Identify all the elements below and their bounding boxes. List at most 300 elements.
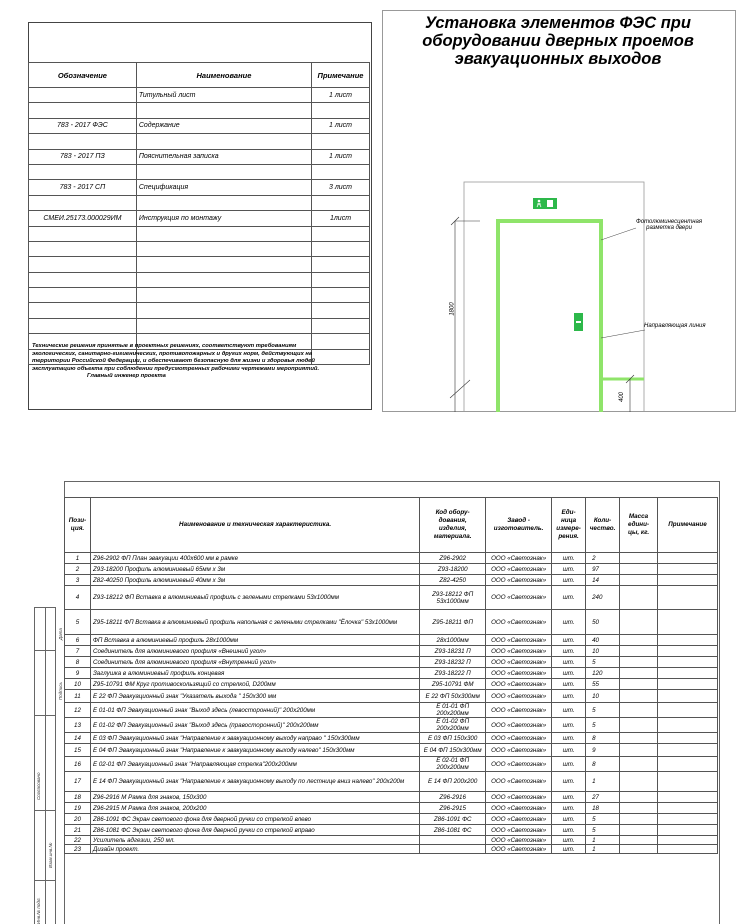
spec-unit-cell: шт.: [552, 610, 586, 635]
spec-name-cell: Е 22 ФП Эвакуационный знак "Указатель выхода " 150х300 мм: [90, 690, 419, 703]
spec-header-cell: Еди- ница измере- рения.: [552, 498, 586, 553]
doc-name-cell: Инструкция по монтажу: [136, 211, 311, 226]
note-line: территории Российской Федерации, и обеспечивают безопасную для жизни и здоровья людей: [32, 358, 315, 365]
spec-mass-cell: [620, 553, 658, 564]
spec-code-cell: 28х1000мм: [420, 635, 486, 646]
spec-code-cell: Z93-18200: [420, 564, 486, 575]
doc-designation-cell: [29, 288, 137, 303]
spec-mass-cell: [620, 836, 658, 845]
spec-unit-cell: шт.: [552, 668, 586, 679]
spec-maker-cell: ООО «Светознак»: [486, 744, 552, 757]
spec-mass-cell: [620, 610, 658, 635]
spec-maker-cell: ООО «Светознак»: [486, 845, 552, 854]
spec-row: [65, 733, 718, 744]
spec-note-cell: [658, 757, 718, 772]
doc-name-cell: Содержание: [136, 118, 311, 133]
spec-mass-cell: [620, 575, 658, 586]
spec-code-cell: Z93-18232 П: [420, 657, 486, 668]
spec-name-cell: Z86-1091 ФС Экран светового фона для дверной ручки со стрелкой влево: [90, 814, 419, 825]
spec-position-cell: 17: [65, 772, 91, 792]
spec-code-cell: Z93-18231 П: [420, 646, 486, 657]
spec-maker-cell: ООО «Светознак»: [486, 575, 552, 586]
spec-name-cell: Соединитель для алюминиевого профиля «Внешний угол»: [90, 646, 419, 657]
doc-list-row: [29, 211, 370, 226]
spec-mass-cell: [620, 635, 658, 646]
doc-designation-cell: [29, 195, 137, 210]
side-label-replaced-inv: Взам.инв.№: [48, 842, 53, 868]
spec-unit-cell: шт.: [552, 703, 586, 718]
spec-position-cell: 20: [65, 814, 91, 825]
spec-code-cell: Z86-1081 ФС: [420, 825, 486, 836]
spec-qty-cell: 18: [586, 803, 620, 814]
doc-note-cell: 1 лист: [312, 149, 370, 164]
exit-sign-person-icon: [538, 200, 541, 203]
doc-list-row: [29, 257, 370, 272]
doc-note-cell: [312, 318, 370, 333]
doc-name-cell: [136, 164, 311, 179]
doc-note-cell: [312, 164, 370, 179]
spec-position-cell: 1: [65, 553, 91, 564]
spec-position-cell: 2: [65, 564, 91, 575]
spec-position-cell: 10: [65, 679, 91, 690]
spec-name-cell: Е 02-01 ФП Эвакуационный знак "Направляющая стрелка"200х200мм: [90, 757, 419, 772]
doc-designation-cell: [29, 257, 137, 272]
spec-note-cell: [658, 836, 718, 845]
spec-unit-cell: шт.: [552, 845, 586, 854]
spec-code-cell: Z96-2902: [420, 553, 486, 564]
spec-mass-cell: [620, 757, 658, 772]
doc-designation-cell: [29, 134, 137, 149]
side-label-agreed: Согласовано: [36, 772, 41, 800]
doc-list-row: [29, 134, 370, 149]
spec-maker-cell: ООО «Светознак»: [486, 610, 552, 635]
doc-name-cell: Титульный лист: [136, 88, 311, 103]
spec-name-cell: Z95-10791 ФМ Круг противоскользящий со стрелкой, D200мм: [90, 679, 419, 690]
spec-maker-cell: ООО «Светознак»: [486, 772, 552, 792]
spec-unit-cell: шт.: [552, 586, 586, 610]
spec-header-cell: Пози- ция.: [65, 498, 91, 553]
doc-designation-cell: [29, 272, 137, 287]
spec-code-cell: Е 04 ФП 150х300мм: [420, 744, 486, 757]
spec-mass-cell: [620, 646, 658, 657]
spec-name-cell: Z95-18211 ФП Вставка в алюминиевый профиль напольная с зелеными стрелками "Ёлочка" 53х1000мм: [90, 610, 419, 635]
spec-maker-cell: ООО «Светознак»: [486, 679, 552, 690]
spec-position-cell: 16: [65, 757, 91, 772]
spec-row: [65, 803, 718, 814]
spec-mass-cell: [620, 803, 658, 814]
doc-header-name: Наименование: [136, 63, 311, 88]
spec-maker-cell: ООО «Светознак»: [486, 825, 552, 836]
doc-list-row: [29, 241, 370, 256]
doc-name-cell: Пояснительная записка: [136, 149, 311, 164]
doc-list-row: [29, 180, 370, 195]
spec-maker-cell: ООО «Светознак»: [486, 803, 552, 814]
spec-row: [65, 814, 718, 825]
spec-qty-cell: 40: [586, 635, 620, 646]
spec-mass-cell: [620, 703, 658, 718]
spec-qty-cell: 1: [586, 845, 620, 854]
doc-header-designation: Обозначение: [29, 63, 137, 88]
spec-header-cell: Масса едини- цы, кг.: [620, 498, 658, 553]
spec-name-cell: Z82-40250 Профиль алюминиевый 40мм х 3м: [90, 575, 419, 586]
spec-unit-cell: шт.: [552, 646, 586, 657]
spec-maker-cell: ООО «Светознак»: [486, 564, 552, 575]
spec-mass-cell: [620, 679, 658, 690]
spec-unit-cell: шт.: [552, 803, 586, 814]
spec-position-cell: 3: [65, 575, 91, 586]
doc-designation-cell: [29, 318, 137, 333]
doc-name-cell: [136, 257, 311, 272]
spec-position-cell: 23: [65, 845, 91, 854]
spec-code-cell: Е 03 ФП 150х300: [420, 733, 486, 744]
spec-maker-cell: ООО «Светознак»: [486, 635, 552, 646]
spec-qty-cell: 50: [586, 610, 620, 635]
spec-code-cell: [420, 845, 486, 854]
spec-note-cell: [658, 772, 718, 792]
doc-header-note: Примечание: [312, 63, 370, 88]
spec-unit-cell: шт.: [552, 836, 586, 845]
callout-guide-label: Направляющая линия: [644, 323, 706, 329]
spec-header-cell: Наименование и техническая характеристика.: [90, 498, 419, 553]
spec-maker-cell: ООО «Светознак»: [486, 668, 552, 679]
spec-name-cell: Дизайн проект.: [90, 845, 419, 854]
doc-note-cell: [312, 257, 370, 272]
spec-code-cell: [420, 836, 486, 845]
doc-list-row: [29, 195, 370, 210]
spec-unit-cell: шт.: [552, 657, 586, 668]
doc-designation-cell: [29, 103, 137, 118]
spec-row: [65, 845, 718, 854]
spec-row: [65, 586, 718, 610]
spec-code-cell: Z95-10791 ФМ: [420, 679, 486, 690]
spec-position-cell: 11: [65, 690, 91, 703]
spec-qty-cell: 5: [586, 814, 620, 825]
doc-list-row: [29, 288, 370, 303]
spec-qty-cell: 10: [586, 690, 620, 703]
spec-name-cell: Е 04 ФП Эвакуационный знак "Направление к эвакуационному выходу налево" 150х300мм: [90, 744, 419, 757]
doc-list-row: [29, 226, 370, 241]
drawing-title-line: оборудовании дверных проемов: [422, 32, 694, 50]
spec-name-cell: Заглушка в алюминиевый профиль концевая: [90, 668, 419, 679]
photoluminescent-door-marking: [498, 221, 601, 412]
spec-note-cell: [658, 646, 718, 657]
spec-code-cell: Е 01-01 ФП 200х200мм: [420, 703, 486, 718]
spec-note-cell: [658, 553, 718, 564]
spec-note-cell: [658, 703, 718, 718]
spec-note-cell: [658, 575, 718, 586]
spec-row: [65, 657, 718, 668]
spec-row: [65, 679, 718, 690]
spec-note-cell: [658, 744, 718, 757]
chief-engineer-signature: Главный инженер проекта: [87, 373, 166, 380]
doc-note-cell: 3 лист: [312, 180, 370, 195]
spec-row: [65, 646, 718, 657]
spec-note-cell: [658, 564, 718, 575]
doc-note-cell: [312, 288, 370, 303]
spec-maker-cell: ООО «Светознак»: [486, 718, 552, 733]
spec-note-cell: [658, 814, 718, 825]
doc-designation-cell: [29, 303, 137, 318]
spec-row: [65, 610, 718, 635]
doc-note-cell: 1лист: [312, 211, 370, 226]
spec-maker-cell: ООО «Светознак»: [486, 646, 552, 657]
spec-unit-cell: шт.: [552, 553, 586, 564]
doc-note-cell: [312, 134, 370, 149]
doc-list-row: [29, 88, 370, 103]
spec-note-cell: [658, 792, 718, 803]
doc-designation-cell: 783 - 2017 ПЗ: [29, 149, 137, 164]
drawing-title: [383, 14, 733, 68]
spec-name-cell: Е 14 ФП Эвакуационный знак "Направление к эвакуационному выходу по лестнице вниз налево" 200х200м: [90, 772, 419, 792]
spec-name-cell: Z93-18200 Профиль алюминиевый 65мм х 3м: [90, 564, 419, 575]
spec-note-cell: [658, 718, 718, 733]
callout-tape-line: разметка двери: [646, 225, 692, 231]
callout-tape-line: Фотолюминесцентная: [636, 219, 703, 225]
doc-list-row: [29, 164, 370, 179]
doc-list-row: [29, 103, 370, 118]
doc-note-cell: [312, 226, 370, 241]
spec-mass-cell: [620, 845, 658, 854]
spec-unit-cell: шт.: [552, 757, 586, 772]
spec-maker-cell: ООО «Светознак»: [486, 836, 552, 845]
spec-note-cell: [658, 586, 718, 610]
spec-name-cell: Усилитель адгезии, 250 мл.: [90, 836, 419, 845]
doc-designation-cell: СМЕИ.25173.000029ИМ: [29, 211, 137, 226]
spec-note-cell: [658, 610, 718, 635]
spec-row: [65, 703, 718, 718]
spec-row: [65, 772, 718, 792]
spec-qty-cell: 5: [586, 703, 620, 718]
exit-sign-icon: [533, 198, 557, 209]
spec-name-cell: ФП Вставка в алюминиевый профиль 28х1000мм: [90, 635, 419, 646]
doc-designation-cell: [29, 241, 137, 256]
spec-maker-cell: ООО «Светознак»: [486, 586, 552, 610]
spec-code-cell: Z93-18222 П: [420, 668, 486, 679]
note-line: эксплуатацию объекта при соблюдении предусмотренных рабочими чертежами мероприятий.: [32, 365, 320, 372]
spec-position-cell: 22: [65, 836, 91, 845]
spec-mass-cell: [620, 744, 658, 757]
drawing-title-line: эвакуационных выходов: [454, 50, 662, 68]
doc-note-cell: 1 лист: [312, 118, 370, 133]
spec-row: [65, 718, 718, 733]
note-line: экологических, санитарно-гигиенических, противопожарных и других норм, действующих на: [32, 350, 313, 357]
spec-code-cell: Z82-4250: [420, 575, 486, 586]
spec-qty-cell: 55: [586, 679, 620, 690]
spec-qty-cell: 27: [586, 792, 620, 803]
doc-designation-cell: 783 - 2017 ФЭС: [29, 118, 137, 133]
spec-qty-cell: 240: [586, 586, 620, 610]
doc-name-cell: [136, 103, 311, 118]
spec-qty-cell: 2: [586, 553, 620, 564]
doc-list-row: [29, 272, 370, 287]
spec-unit-cell: шт.: [552, 772, 586, 792]
doc-list-row: [29, 303, 370, 318]
spec-note-cell: [658, 679, 718, 690]
spec-header-cell: Примечание: [658, 498, 718, 553]
spec-position-cell: 12: [65, 703, 91, 718]
spec-row: [65, 757, 718, 772]
spec-row: [65, 825, 718, 836]
callout-tape-label: [636, 219, 702, 231]
spec-unit-cell: шт.: [552, 635, 586, 646]
spec-note-cell: [658, 635, 718, 646]
spec-position-cell: 5: [65, 610, 91, 635]
doc-name-cell: [136, 195, 311, 210]
doc-name-cell: [136, 303, 311, 318]
door-drawing: [440, 170, 736, 412]
spec-code-cell: Е 02-01 ФП 200х200мм: [420, 757, 486, 772]
spec-qty-cell: 10: [586, 646, 620, 657]
spec-position-cell: 19: [65, 803, 91, 814]
spec-name-cell: Е 01-01 ФП Эвакуационный знак "Выход здесь (левосторонний)" 200х200мм: [90, 703, 419, 718]
spec-name-cell: Z96-2915 М Рамка для знаков, 200х200: [90, 803, 419, 814]
spec-mass-cell: [620, 586, 658, 610]
spec-unit-cell: шт.: [552, 825, 586, 836]
spec-qty-cell: 8: [586, 757, 620, 772]
spec-maker-cell: ООО «Светознак»: [486, 733, 552, 744]
spec-maker-cell: ООО «Светознак»: [486, 657, 552, 668]
exit-sign-door-icon: [547, 200, 553, 207]
spec-row: [65, 792, 718, 803]
spec-code-cell: Z93-18212 ФП 53х1000мм: [420, 586, 486, 610]
spec-unit-cell: шт.: [552, 733, 586, 744]
spec-maker-cell: ООО «Светознак»: [486, 703, 552, 718]
spec-name-cell: Z96-2902 ФП План эвакуации 400х600 мм в рамке: [90, 553, 419, 564]
note-line: Технические решения принятые в проектных решениях, соответствуют требованиям: [32, 343, 297, 349]
doc-name-cell: Спецификация: [136, 180, 311, 195]
spec-qty-cell: 5: [586, 825, 620, 836]
spec-name-cell: Z96-2916 М Рамка для знаков, 150х300: [90, 792, 419, 803]
spec-position-cell: 4: [65, 586, 91, 610]
spec-code-cell: Z86-1091 ФС: [420, 814, 486, 825]
spec-qty-cell: 9: [586, 744, 620, 757]
spec-row: [65, 575, 718, 586]
spec-note-cell: [658, 825, 718, 836]
spec-position-cell: 14: [65, 733, 91, 744]
spec-name-cell: Z86-1081 ФС Экран светового фона для дверной ручки со стрелкой вправо: [90, 825, 419, 836]
spec-qty-cell: 5: [586, 718, 620, 733]
specification-table: [64, 497, 718, 854]
spec-code-cell: Z96-2915: [420, 803, 486, 814]
spec-code-cell: Z95-18211 ФП: [420, 610, 486, 635]
spec-mass-cell: [620, 718, 658, 733]
spec-note-cell: [658, 657, 718, 668]
spec-unit-cell: шт.: [552, 718, 586, 733]
spec-qty-cell: 97: [586, 564, 620, 575]
spec-position-cell: 21: [65, 825, 91, 836]
doc-note-cell: [312, 195, 370, 210]
doc-designation-cell: 783 - 2017 СП: [29, 180, 137, 195]
doc-designation-cell: [29, 164, 137, 179]
spec-code-cell: Е 01-02 ФП 200х200мм: [420, 718, 486, 733]
spec-maker-cell: ООО «Светознак»: [486, 792, 552, 803]
spec-mass-cell: [620, 657, 658, 668]
dim-low-label: 400: [619, 391, 626, 403]
spec-position-cell: 15: [65, 744, 91, 757]
spec-unit-cell: шт.: [552, 792, 586, 803]
spec-row: [65, 690, 718, 703]
spec-maker-cell: ООО «Светознак»: [486, 690, 552, 703]
spec-note-cell: [658, 733, 718, 744]
spec-mass-cell: [620, 825, 658, 836]
spec-code-cell: Z96-2916: [420, 792, 486, 803]
spec-row: [65, 564, 718, 575]
side-label-signature: Подпись: [58, 682, 63, 700]
spec-qty-cell: 5: [586, 657, 620, 668]
spec-position-cell: 13: [65, 718, 91, 733]
doc-name-cell: [136, 288, 311, 303]
spec-mass-cell: [620, 668, 658, 679]
spec-position-cell: 7: [65, 646, 91, 657]
doc-note-cell: 1 лист: [312, 88, 370, 103]
spec-unit-cell: шт.: [552, 679, 586, 690]
spec-position-cell: 8: [65, 657, 91, 668]
doc-name-cell: [136, 272, 311, 287]
spec-mass-cell: [620, 690, 658, 703]
spec-code-cell: Е 14 ФП 200х200: [420, 772, 486, 792]
spec-qty-cell: 1: [586, 836, 620, 845]
spec-name-cell: Соединитель для алюминиевого профиля «Внутренний угол»: [90, 657, 419, 668]
spec-row: [65, 836, 718, 845]
spec-qty-cell: 8: [586, 733, 620, 744]
spec-note-cell: [658, 690, 718, 703]
doc-list-row: [29, 118, 370, 133]
spec-unit-cell: шт.: [552, 744, 586, 757]
doc-name-cell: [136, 318, 311, 333]
doc-note-cell: [312, 272, 370, 287]
doc-note: [32, 343, 366, 381]
spec-qty-cell: 120: [586, 668, 620, 679]
spec-name-cell: Е 01-02 ФП Эвакуационный знак "Выход здесь (правосторонний)" 200х200мм: [90, 718, 419, 733]
spec-row: [65, 744, 718, 757]
doc-name-cell: [136, 134, 311, 149]
spec-row: [65, 553, 718, 564]
spec-mass-cell: [620, 772, 658, 792]
spec-unit-cell: шт.: [552, 690, 586, 703]
spec-mass-cell: [620, 814, 658, 825]
spec-header-cell: Завод - изготовитель.: [486, 498, 552, 553]
dim-height-label: 1800: [449, 302, 456, 316]
spec-unit-cell: шт.: [552, 564, 586, 575]
spec-mass-cell: [620, 564, 658, 575]
doc-name-cell: [136, 226, 311, 241]
spec-maker-cell: ООО «Светознак»: [486, 814, 552, 825]
spec-header-cell: Коли- чество.: [586, 498, 620, 553]
doc-list-table: [28, 62, 370, 365]
doc-designation-cell: [29, 226, 137, 241]
doc-list-row: [29, 318, 370, 333]
spec-position-cell: 6: [65, 635, 91, 646]
doc-name-cell: [136, 241, 311, 256]
spec-code-cell: Е 22 ФП 50х300мм: [420, 690, 486, 703]
side-label-date: Дата: [58, 628, 63, 640]
doc-note-cell: [312, 103, 370, 118]
spec-mass-cell: [620, 733, 658, 744]
spec-row: [65, 668, 718, 679]
spec-qty-cell: 1: [586, 772, 620, 792]
spec-row: [65, 635, 718, 646]
spec-mass-cell: [620, 792, 658, 803]
spec-name-cell: Е 03 ФП Эвакуационный знак "Направление к эвакуационному выходу направо " 150х300мм: [90, 733, 419, 744]
spec-qty-cell: 14: [586, 575, 620, 586]
side-label-inv-number: Инв.№ подл.: [36, 897, 41, 924]
spec-unit-cell: шт.: [552, 814, 586, 825]
doc-list-row: [29, 149, 370, 164]
spec-note-cell: [658, 803, 718, 814]
drawing-title-line: Установка элементов ФЭС при: [425, 14, 691, 32]
spec-position-cell: 9: [65, 668, 91, 679]
spec-name-cell: Z93-18212 ФП Вставка в алюминиевый профиль с зелеными стрелками 53х1000мм: [90, 586, 419, 610]
